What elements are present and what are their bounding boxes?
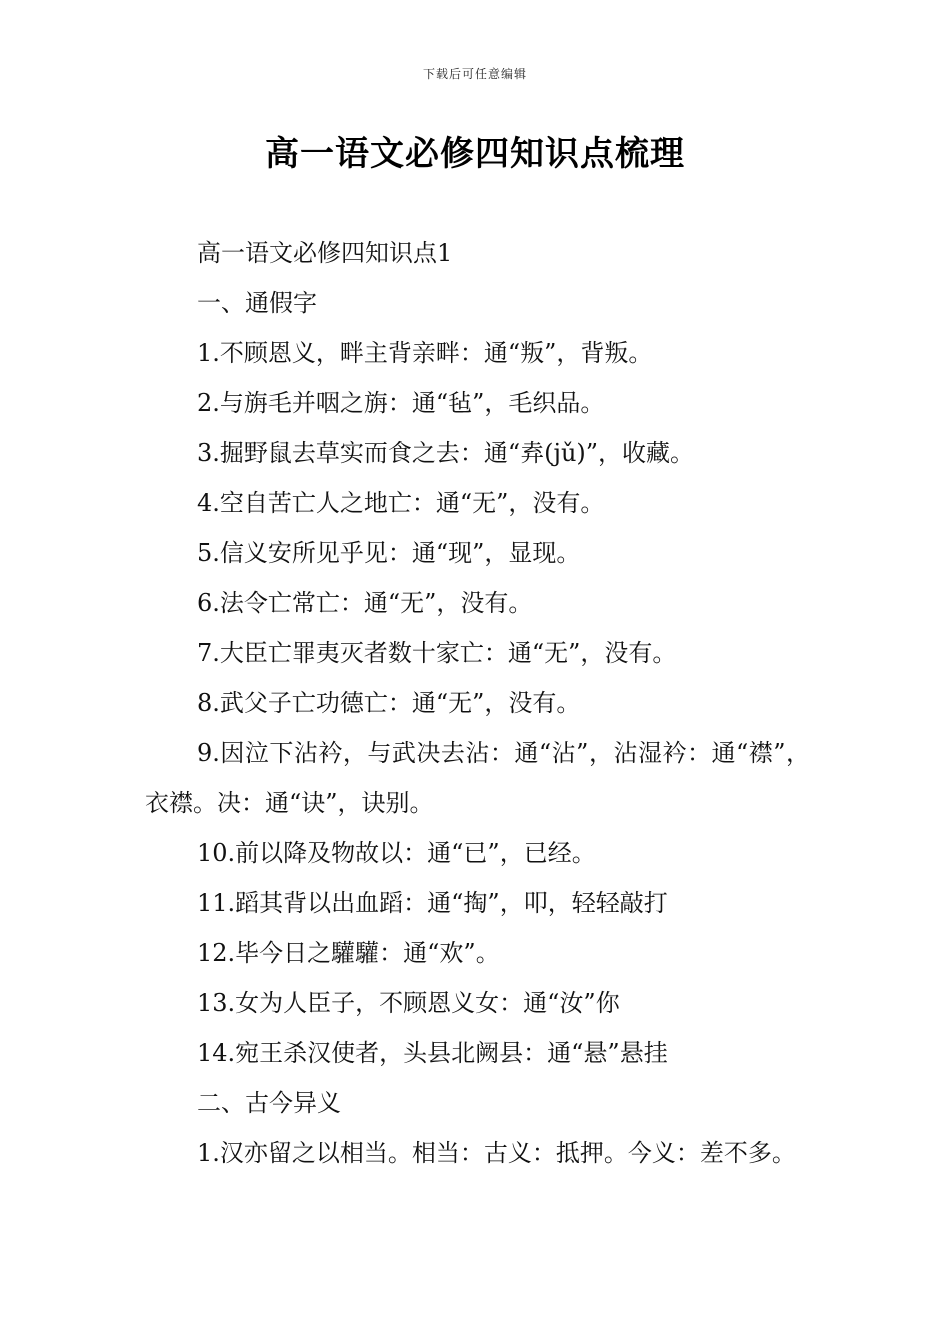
header-note: 下载后可任意编辑 [422,67,527,81]
list-item: 8.武父子亡功德亡：通“无”，没有。 [197,689,581,717]
list-item: 4.空自苦亡人之地亡：通“无”，没有。 [197,489,605,517]
list-item: 10.前以降及物故以：通“已”，已经。 [197,839,596,867]
list-item: 14.宛王杀汉使者，头县北阙县：通“悬”悬挂 [197,1039,668,1067]
list-item: 9.因泣下沾衿，与武决去沾：通“沾”，沾湿衿：通“襟”，衣襟。决：通“诀”，诀别。 [145,739,810,817]
list-item: 6.法令亡常亡：通“无”，没有。 [197,589,533,617]
list-item: 1.不顾恩义，畔主背亲畔：通“叛”，背叛。 [197,339,653,367]
document-title: 高一语文必修四知识点梳理 [265,134,685,174]
list-item: 7.大臣亡罪夷灭者数十家亡：通“无”，没有。 [197,639,677,667]
document-body [145,228,810,1178]
list-item: 12.毕今日之驩驩：通“欢”。 [197,939,500,967]
list-item: 11.蹈其背以出血蹈：通“掏”，叩，轻轻敲打 [197,889,668,917]
list-item: 1.汉亦留之以相当。相当：古义：抵押。今义：差不多。 [197,1139,796,1167]
section-heading: 一、通假字 [197,289,317,317]
list-item: 3.掘野鼠去草实而食之去：通“弆(jǔ)”，收藏。 [197,439,695,467]
paragraph: 高一语文必修四知识点1 [197,239,453,267]
list-item: 5.信义安所见乎见：通“现”，显现。 [197,539,581,567]
section-heading: 二、古今异义 [197,1089,341,1117]
list-item: 13.女为人臣子，不顾恩义女：通“汝”你 [197,989,620,1017]
list-item: 2.与旃毛并咽之旃：通“毡”，毛织品。 [197,389,605,417]
